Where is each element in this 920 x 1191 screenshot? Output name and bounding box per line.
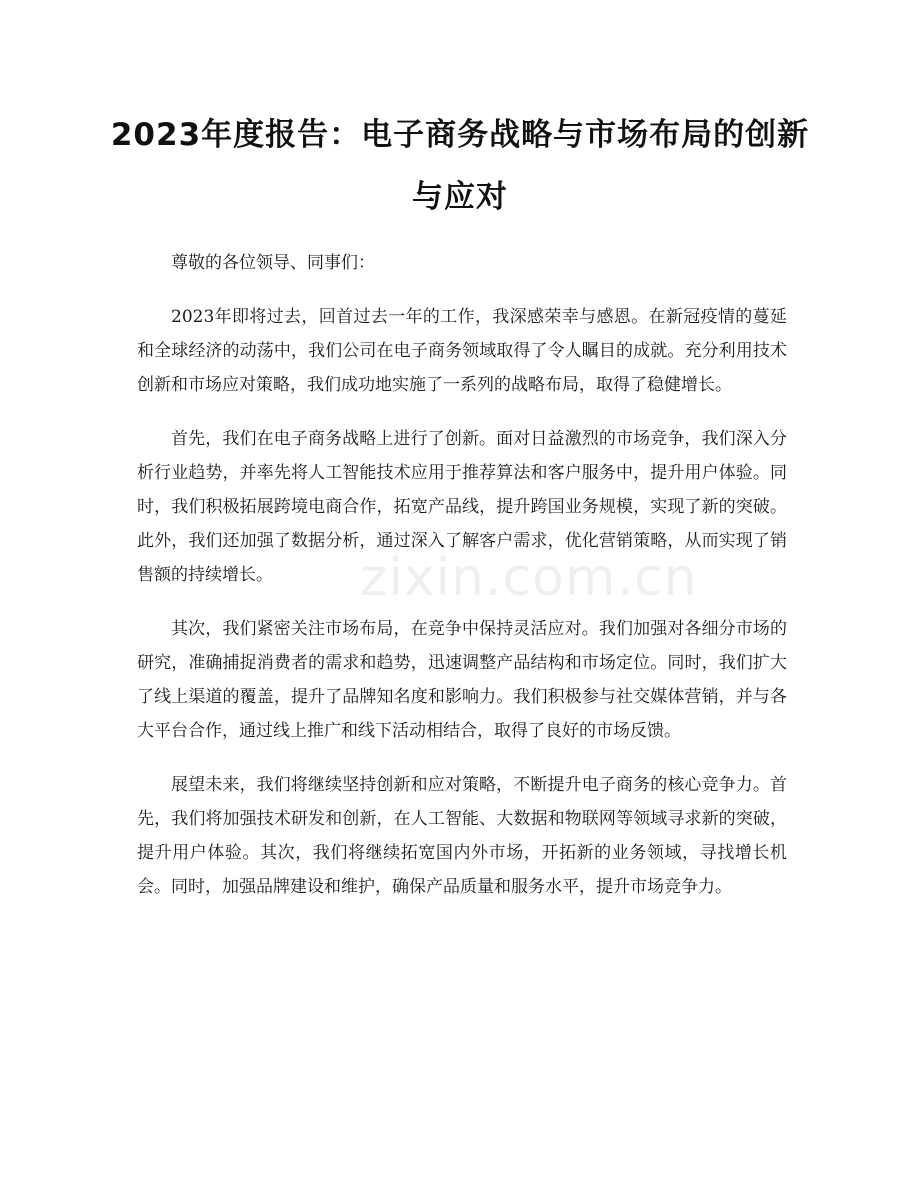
document-body [137, 246, 787, 924]
paragraph-outlook: 展望未来，我们将继续坚持创新和应对策略，不断提升电子商务的核心竞争力。首先，我们将加强技术研发和创新，在人工智能、大数据和物联网等领域寻求新的突破，提升用户体验。其次，我们将继续拓宽国内外市场，开拓新的业务领域，寻找增长机会。同时，加强品牌建设和维护，确保产品质量和服务水平，提升市场竞争力。 [137, 775, 787, 897]
paragraph-market: 其次，我们紧密关注市场布局，在竞争中保持灵活应对。我们加强对各细分市场的研究，准确捕捉消费者的需求和趋势，迅速调整产品结构和市场定位。同时，我们扩大了线上渠道的覆盖，提升了品牌知名度和影响力。我们积极参与社交媒体营销，并与各大平台合作，通过线上推广和线下活动相结合，取得了良好的市场反馈。 [137, 619, 787, 741]
watermark: zixin.com.cn [360, 548, 698, 608]
paragraph-intro: 2023年即将过去，回首过去一年的工作，我深感荣幸与感恩。在新冠疫情的蔓延和全球经济的动荡中，我们公司在电子商务领域取得了令人瞩目的成就。充分利用技术创新和市场应对策略，我们成功地实施了一系列的战略布局，取得了稳健增长。 [137, 307, 787, 395]
paragraph-strategy: 首先，我们在电子商务战略上进行了创新。面对日益激烈的市场竞争，我们深入分析行业趋势，并率先将人工智能技术应用于推荐算法和客户服务中，提升用户体验。同时，我们积极拓展跨境电商合作，拓宽产品线，提升跨国业务规模，实现了新的突破。此外，我们还加强了数据分析，通过深入了解客户需求，优化营销策略，从而实现了销售额的持续增长。 [137, 429, 787, 585]
salutation: 尊敬的各位领导、同事们： [171, 253, 375, 273]
document-title: 2023年度报告：电子商务战略与市场布局的创新与应对 [110, 117, 810, 215]
